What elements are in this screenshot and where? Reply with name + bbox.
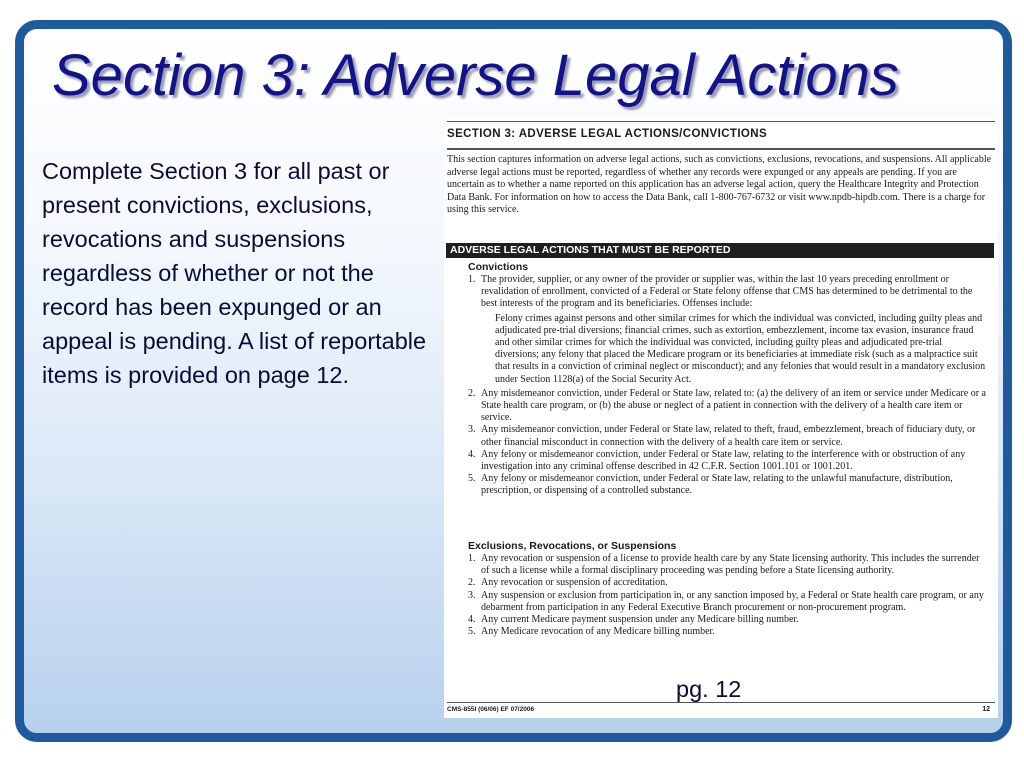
doc-heading-rule — [447, 148, 995, 150]
list-item-number: 3. — [468, 424, 476, 436]
form-page-image — [444, 118, 998, 718]
list-item — [468, 449, 988, 473]
list-item — [468, 577, 988, 589]
list-item-text: Any Medicare revocation of any Medicare billing number. — [481, 626, 715, 638]
list-item — [468, 388, 988, 425]
list-item-number: 1. — [468, 553, 476, 564]
list-item-number: 2. — [468, 577, 476, 589]
list-item-text: Any felony or misdemeanor conviction, under Federal or State law, relating to the unlawful manufacture, distribution, prescription, or dispensing of a controlled substance. — [481, 473, 953, 497]
list-item — [468, 424, 988, 448]
list-item — [468, 590, 988, 614]
list-item-text: Any misdemeanor conviction, under Federal or State law, related to: (a) the delivery of an item or service under Medicare or a State health care program, or (b) the abuse or neglect of a patient in connection with the delivery of a health care item or service. — [481, 387, 986, 424]
doc-convictions-heading: Convictions — [468, 261, 529, 273]
doc-exclusions-heading: Exclusions, Revocations, or Suspensions — [468, 540, 677, 552]
list-item — [468, 626, 988, 638]
list-item-number: 5. — [468, 626, 476, 638]
doc-intro-paragraph: This section captures information on adverse legal actions, such as convictions, exclusions, revocations, and suspensions. All applicable adverse legal actions must be reported, regardless of whether any records were expunged or any appeals are pending. If you are uncertain as to whether a name reported on this application has an adverse legal action, query the Healthcare Integrity and Protection Data Bank. For information on how to access the Data Bank, call 1-800-767-6732 or visit www.npdb-hipdb.com. There is a charge for using this service. — [447, 154, 992, 216]
list-item-subtext: Felony crimes against persons and other similar crimes for which the individual was convicted, including guilty pleas and adjudicated pre-trial diversions; financial crimes, such as extortion, embezzlement, income tax evasion, insurance fraud and other similar crimes for which the individual was convicted, including guilty pleas and adjudicated pre-trial diversions; any felony that placed the Medicare program or its beneficiaries at immediate risk (such as a malpractice suit that results in a conviction of criminal neglect or misconduct); and any felonies that would result in a mandatory exclusion under Section 1128(a) of the Social Security Act. — [495, 312, 986, 385]
doc-top-rule — [447, 121, 995, 122]
doc-reportable-bar: ADVERSE LEGAL ACTIONS THAT MUST BE REPORTED — [446, 243, 994, 258]
list-item-number: 1. — [468, 274, 476, 285]
list-item-text: Any suspension or exclusion from participation in, or any sanction imposed by, a Federal or State health care program, or any debarment from participation in any Federal Executive Branch procurement or non-procurement program. — [481, 589, 984, 613]
list-item-text: The provider, supplier, or any owner of the provider or supplier was, within the last 10 years preceding enrollment or revalidation of enrollment, convicted of a Federal or State felony offense that CMS has determined to be detrimental to the best interests of the program and its beneficiaries. Offenses include: — [481, 274, 973, 310]
page-reference: pg. 12 — [676, 676, 742, 702]
doc-form-number: CMS-855I (06/06) EF 07/2006 — [447, 706, 535, 713]
doc-exclusions-list — [468, 553, 988, 638]
list-item-text: Any misdemeanor conviction, under Federal or State law, related to theft, fraud, embezzlement, breach of fiduciary duty, or other financial misconduct in connection with the delivery of a health care item or service. — [481, 424, 976, 448]
list-item — [468, 553, 988, 577]
list-item — [468, 274, 988, 386]
slide-body-text: Complete Section 3 for all past or present convictions, exclusions, revocations and suspensions regardless of whether or not the record has been expunged or an appeal is pending. A list of reportable items is provided on page 12. — [42, 158, 427, 388]
list-item-number: 4. — [468, 448, 476, 460]
doc-page-number: 12 — [982, 706, 990, 713]
list-item — [468, 614, 988, 626]
doc-convictions-list — [468, 274, 988, 498]
doc-section-heading: SECTION 3: ADVERSE LEGAL ACTIONS/CONVICTIONS — [447, 128, 768, 140]
list-item-number: 3. — [468, 589, 476, 601]
list-item-number: 2. — [468, 387, 476, 399]
slide-title: Section 3: Adverse Legal Actions — [52, 43, 899, 108]
list-item-text: Any felony or misdemeanor conviction, under Federal or State law, relating to the interference with or obstruction of any investigation into any criminal offense described in 42 C.F.R. Section 1001.101 or 1001.201. — [481, 448, 966, 473]
list-item-number: 4. — [468, 614, 476, 626]
list-item-text: Any current Medicare payment suspension under any Medicare billing number. — [481, 614, 799, 626]
list-item — [468, 473, 988, 497]
list-item-text: Any revocation or suspension of a license to provide health care by any State licensing authority. This includes the surrender of such a license while a formal disciplinary proceeding was pending before a State licensing authority. — [481, 553, 980, 577]
list-item-text: Any revocation or suspension of accreditation. — [481, 577, 668, 589]
list-item-number: 5. — [468, 473, 476, 485]
